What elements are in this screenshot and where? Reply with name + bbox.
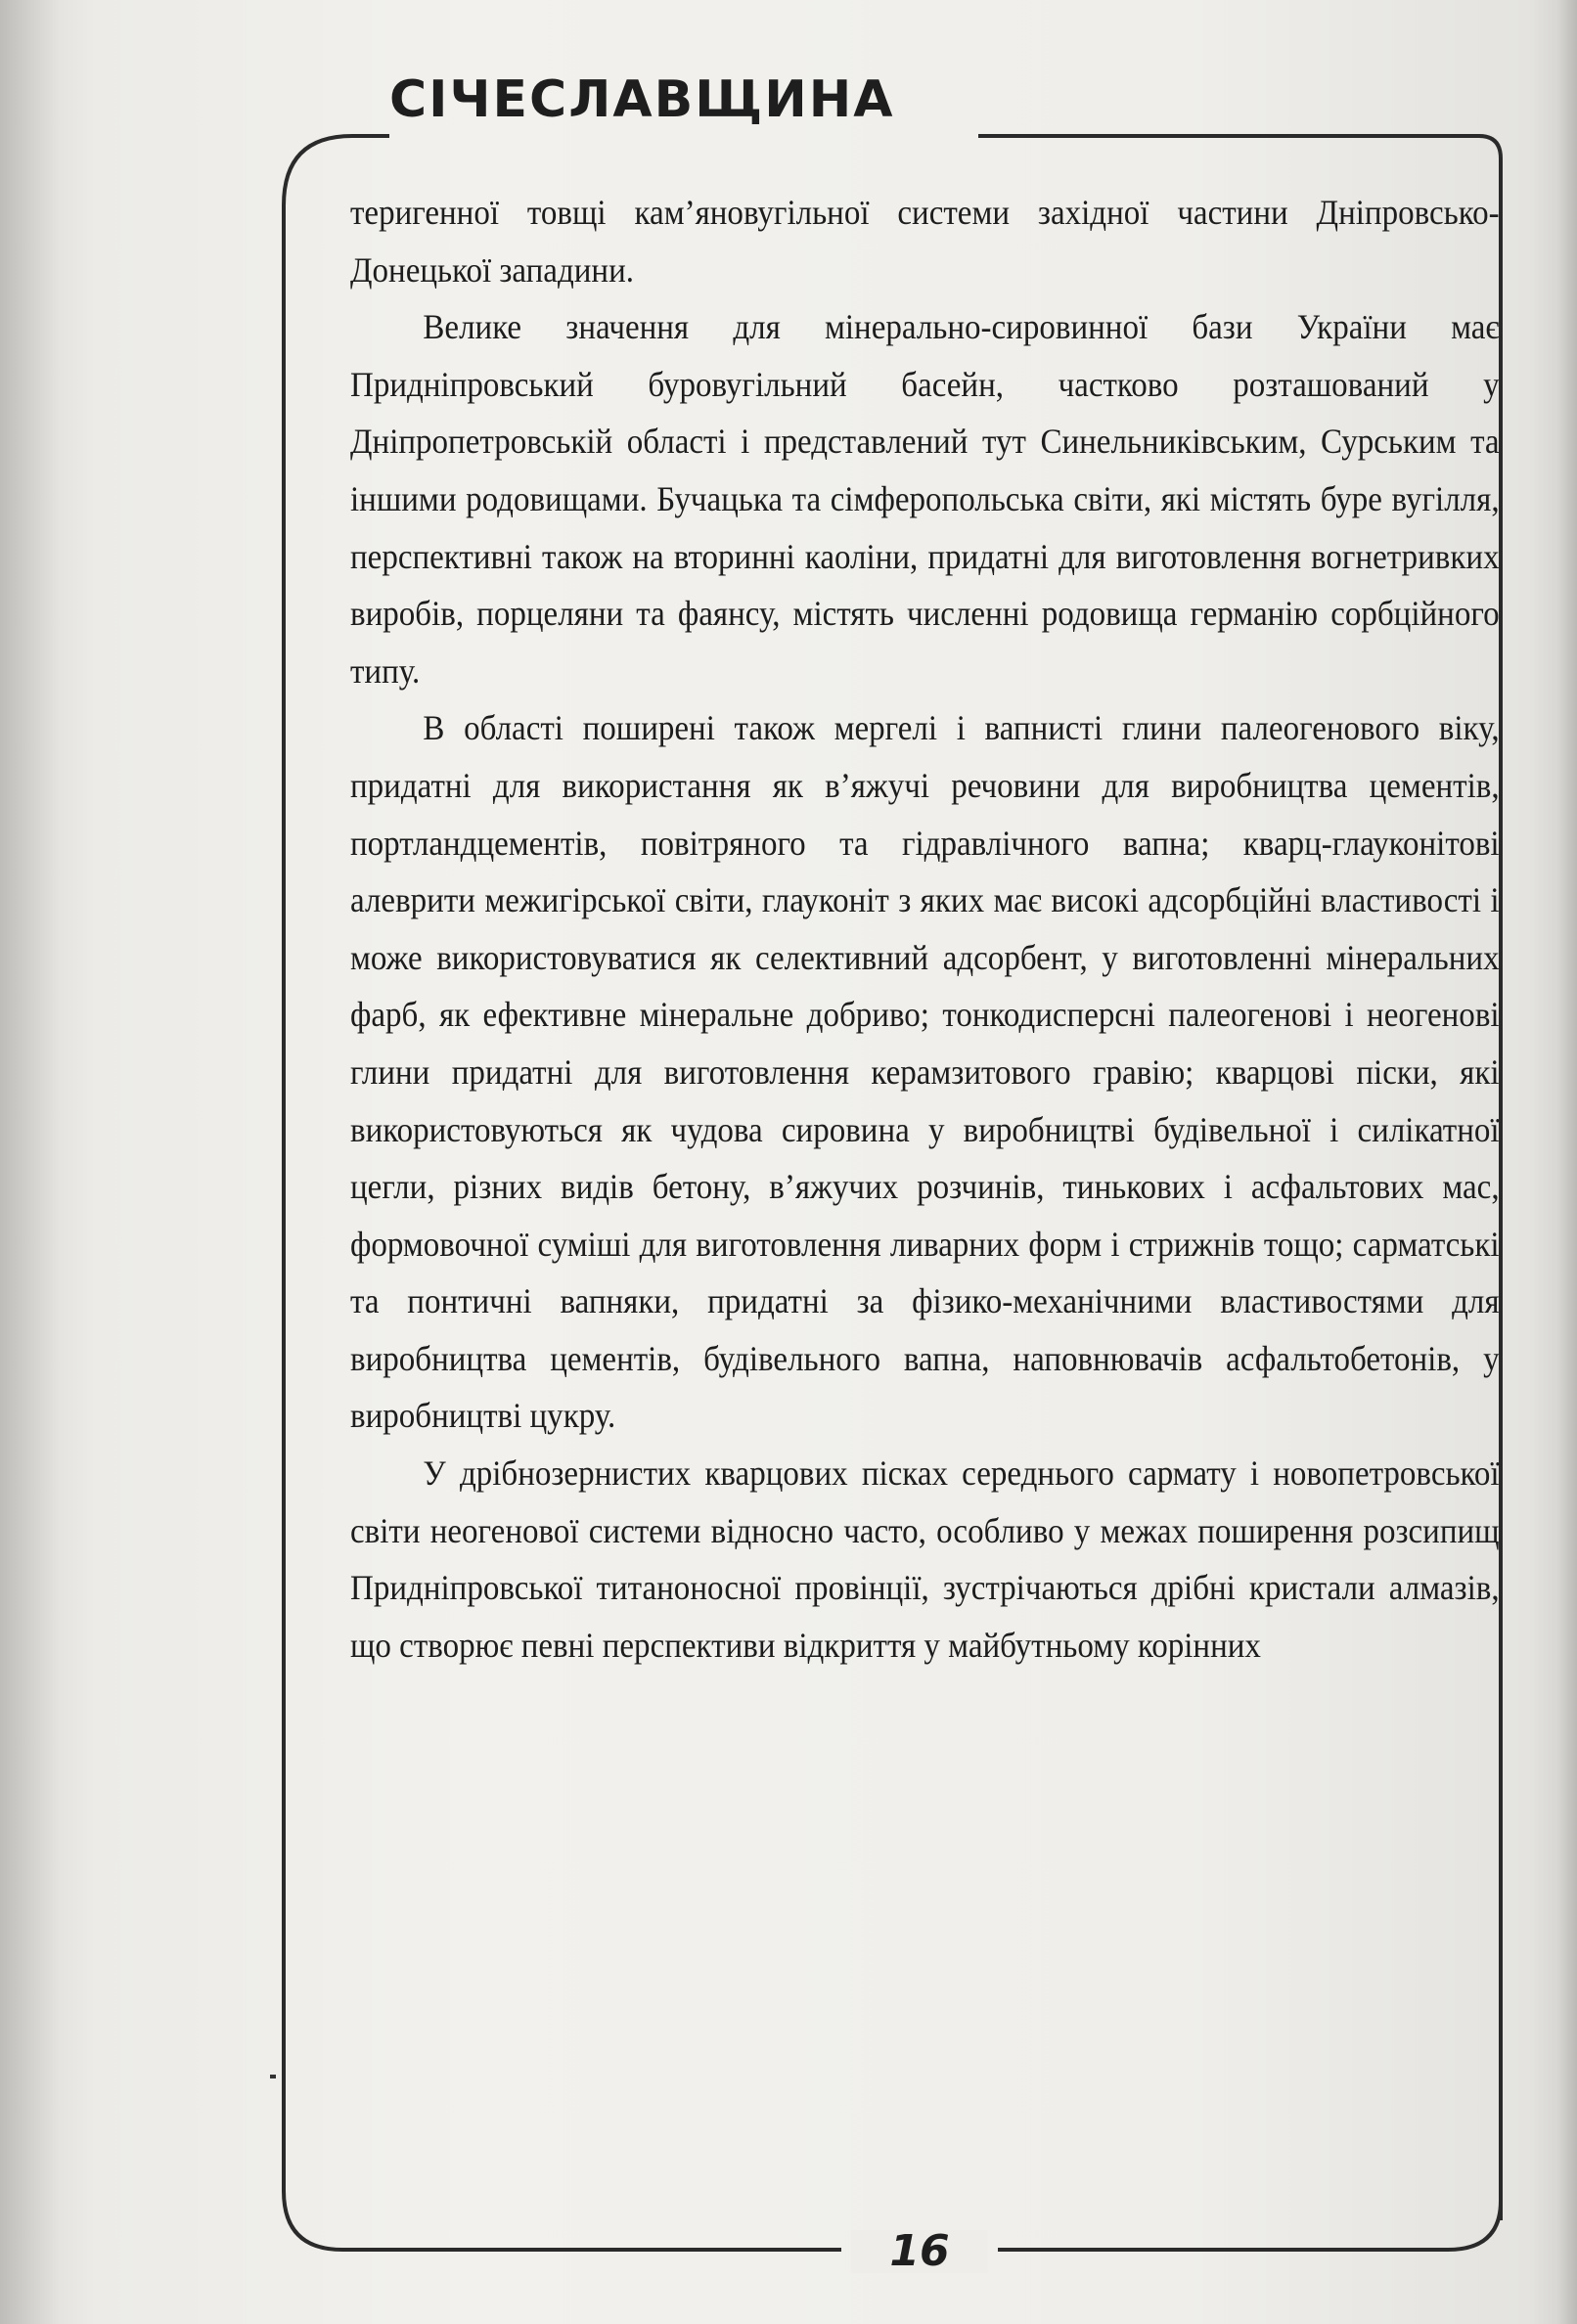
stray-mark xyxy=(270,2075,276,2078)
paragraph-4: У дрібнозернистих кварцових пісках середнього сармату і новопетровської світи неогенової системи відносно часто, особливо у межах поширення розсипищ Придніпровської титаноносної провінції, зустрічаються дрібні кристали алмазів, що створює певні перспективи відкриття у майбутньому корінних xyxy=(350,1453,1500,1665)
page-number: 16 xyxy=(851,2230,988,2273)
paragraph-1: теригенної товщі кам’яновугільної системи західної частини Дніпровсько-Донецької западини. xyxy=(350,193,1500,290)
body-text xyxy=(350,184,1500,1674)
paragraph-3: В області поширені також мергелі і вапнисті глини палеогенового віку, придатні для використання як в’яжучі речовини для виробництва цементів, портландцементів, повітряного та гідравлічного вапна; кварц-глауконітові алеврити межигірської світи, глауконіт з яких має високі адсорбційні властивості і може використовуватися як селективний адсорбент, у виготовленні мінеральних фарб, як ефективне мінеральне добриво; тонкодисперсні палеогенові і неогенові глини придатні для виготовлення керамзитового гравію; кварцові піски, які використовуються як чудова сировина у виробництві будівельної і силікатної цегли, різних видів бетону, в’яжучих розчинів, тинькових і асфальтових мас, формовочної суміші для виготовлення ливарних форм і стрижнів тощо; сарматські та понтичні вапняки, придатні за фізико-механічними властивостями для виробництва цементів, будівельного вапна, наповнювачів асфальтобетонів, у виробництві цукру. xyxy=(350,708,1500,1436)
paragraph-2: Велике значення для мінерально-сировинної бази України має Придніпровський буровугільний басейн, частково розташований у Дніпропетровській області і представлений тут Синельниківським, Сурським та іншими родовищами. Бучацька та сімферопольська світи, які містять буре вугілля, перспективні також на вторинні каоліни, придатні для виготовлення вогнетривких виробів, порцеляни та фаянсу, містять численні родовища германію сорбційного типу. xyxy=(350,307,1500,691)
series-logo: СІЧЕСЛАВЩИНА xyxy=(389,70,895,129)
